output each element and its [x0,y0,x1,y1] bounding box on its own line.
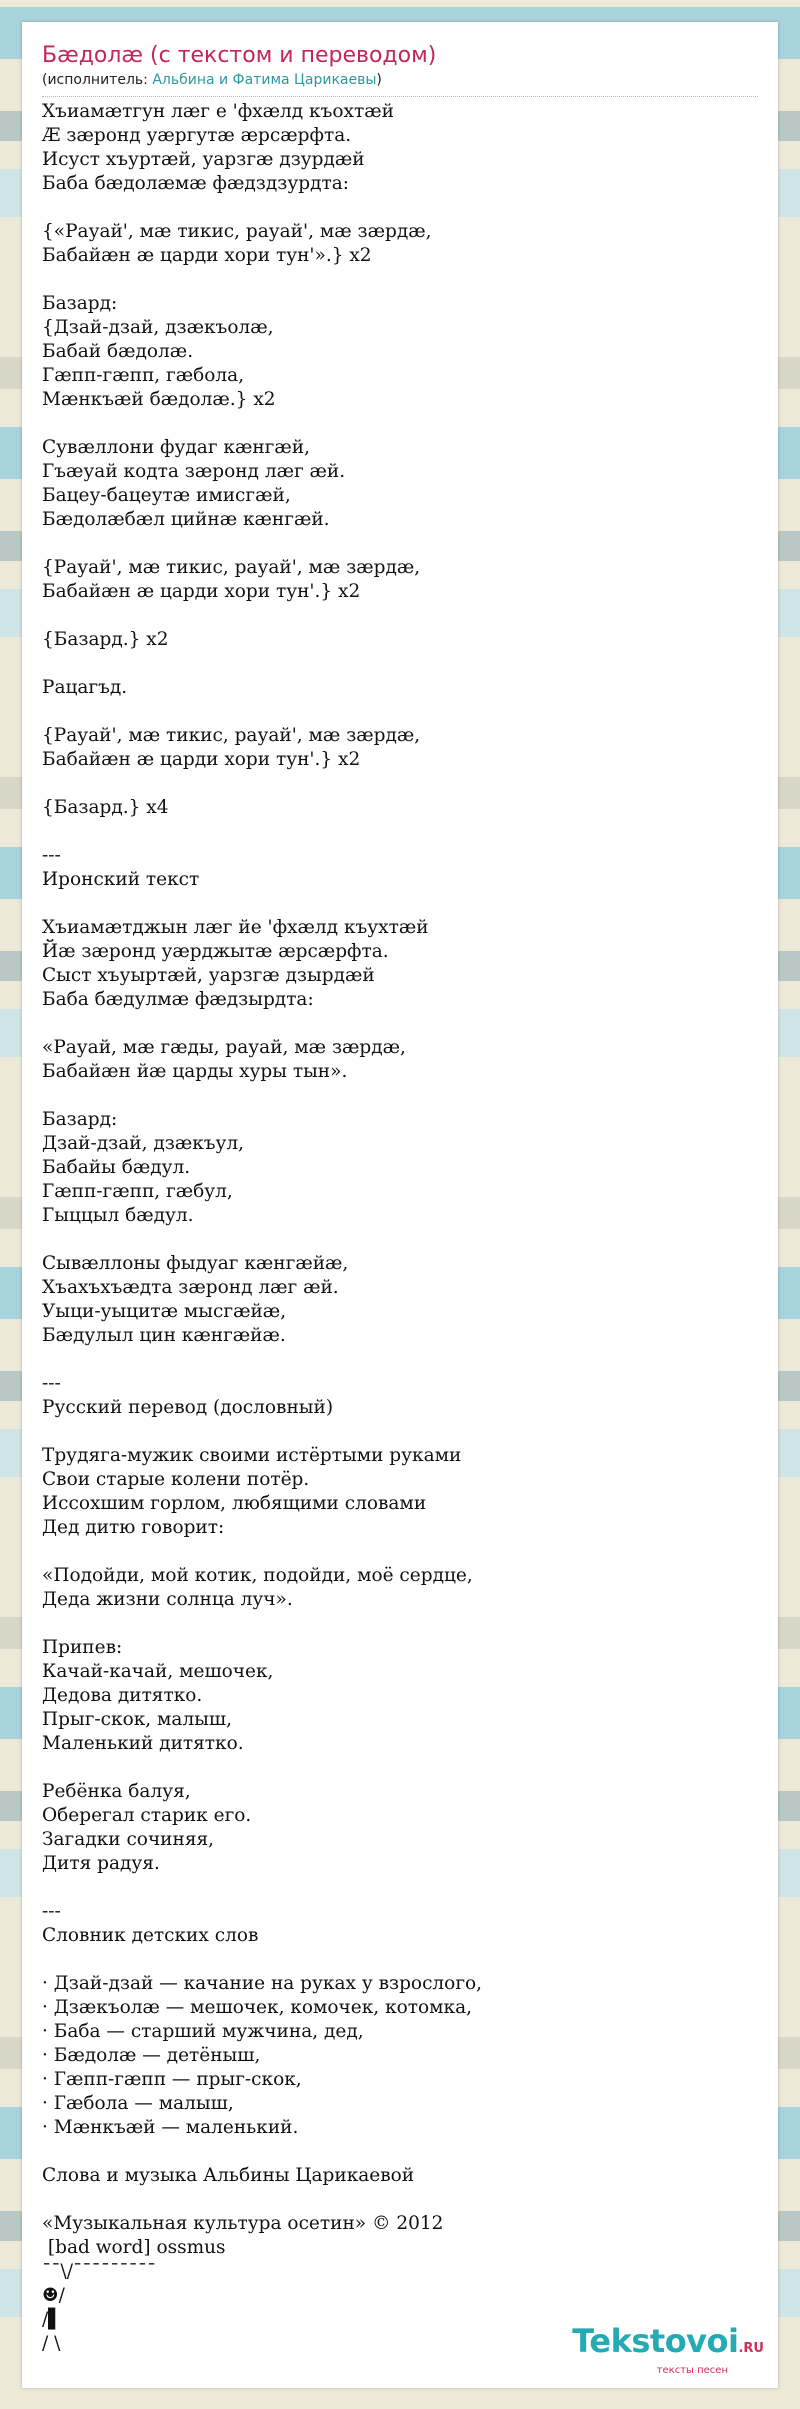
blank-line [42,1948,758,1972]
lyric-line: Дзай-дзай, дзæкъул, [42,1133,245,1154]
lyric-line: Исуст хъуртæй, уарзгæ дзурдæй [42,149,365,170]
lyric-line: --- [42,845,61,866]
blank-line [42,1228,758,1252]
lyric-line: {Рауай', мæ тикис, рауай', мæ зæрдæ, [42,557,421,578]
lyric-line: Баба бæдулмæ фæдзырдта: [42,989,314,1010]
lyrics-page [22,22,778,2388]
lyric-line: Бабайæн æ царди хори тун'».} x2 [42,245,372,266]
lyric-line: · Гæпп-гæпп — прыг-скок, [42,2069,302,2090]
lyric-line: Бабайæн æ царди хори тун'.} x2 [42,749,361,770]
lyric-line: Хъиамæтджын лæг йе 'фхæлд къухтæй [42,917,429,938]
lyric-line: Деда жизни солнца луч». [42,1589,293,1610]
lyric-line: · Баба — старший мужчина, дед, [42,2021,364,2042]
lyric-line: Бабайæн йæ царды хуры тын». [42,1061,348,1082]
lyric-line: {Базард.} x4 [42,797,169,818]
lyric-line: ¯¯\/¯¯¯¯¯¯¯¯¯ [42,2261,157,2282]
lyrics-text [42,100,758,2356]
lyric-line: /▌ [42,2309,63,2330]
lyric-line: Ребёнка балуя, [42,1781,191,1802]
song-title: Бæдолæ (с текстом и переводом) [42,43,437,68]
lyric-line: Иронский текст [42,869,200,890]
blank-line [42,604,758,628]
lyric-line: Базард: [42,1109,118,1130]
lyric-line: «Рауай, мæ гæды, рауай, мæ зæрдæ, [42,1037,406,1058]
lyric-line: Бацеу-бацеутæ имисгæй, [42,485,291,506]
lyric-line: Бæдулыл цин кæнгæйæ. [42,1325,286,1346]
blank-line [42,892,758,916]
lyric-line: Бæдолæбæл цийнæ кæнгæй. [42,509,330,530]
lyric-line: Трудяга-мужик своими истёртыми руками [42,1445,462,1466]
lyric-line: · Гæбола — малыш, [42,2093,234,2114]
blank-line [42,652,758,676]
lyric-line: Свои старые колени потёр. [42,1469,310,1490]
blank-line [42,2140,758,2164]
blank-line [42,268,758,292]
lyric-line: Рацагъд. [42,677,128,698]
blank-line [42,1420,758,1444]
lyric-line: Æ зæронд уæргутæ æрсæрфта. [42,125,352,146]
logo-wordmark [572,2324,764,2366]
artist-suffix: ) [376,72,382,88]
blank-line [42,1084,758,1108]
lyric-line: Бабай бæдолæ. [42,341,194,362]
lyric-line: Сывæллоны фыдуаг кæнгæйæ, [42,1253,349,1274]
lyric-line: Гыццыл бæдул. [42,1205,194,1226]
lyric-line: Мæнкъæй бæдолæ.} x2 [42,389,276,410]
lyric-line: · Бæдолæ — детёныш, [42,2045,261,2066]
blank-line [42,1540,758,1564]
lyric-line: Гъæуай кодта зæронд лæг æй. [42,461,346,482]
lyric-line: · Дзæкъолæ — мешочек, комочек, котомка, [42,1997,472,2018]
blank-line [42,1612,758,1636]
lyric-line: · Дзай-дзай — качание на руках у взрослого, [42,1973,483,1994]
lyric-line: Гæпп-гæпп, гæбола, [42,365,245,386]
lyric-line: Иссохшим горлом, любящими словами [42,1493,427,1514]
lyric-line: {«Рауай', мæ тикис, рауай', мæ зæрдæ, [42,221,432,242]
logo-name: Tekstovoi [572,2322,739,2360]
lyric-line: {Базард.} x2 [42,629,169,650]
lyric-line: {Дзай-дзай, дзæкъолæ, [42,317,274,338]
lyric-line: Бабайæн æ царди хори тун'.} x2 [42,581,361,602]
lyric-line: Прыг-скок, малыш, [42,1709,233,1730]
lyric-line: Бабайы бæдул. [42,1157,191,1178]
artist-line [42,70,758,90]
lyric-line: / \ [42,2333,61,2354]
song-header [42,42,758,97]
artist-link[interactable]: Альбина и Фатима Царикаевы [152,72,377,88]
lyric-line: Качай-качай, мешочек, [42,1661,274,1682]
lyric-line: Уыци-уыцитæ мысгæйæ, [42,1301,287,1322]
blank-line [42,1756,758,1780]
lyric-line: Дитя радуя. [42,1853,160,1874]
blank-line [42,532,758,556]
lyric-line: ☻/ [42,2285,65,2306]
lyric-line: «Музыкальная культура осетин» © 2012 [42,2213,444,2234]
blank-line [42,772,758,796]
lyric-line: Оберегал старик его. [42,1805,252,1826]
lyric-line: Хъахъхъæдта зæронд лæг æй. [42,1277,339,1298]
blank-line [42,1348,758,1372]
lyric-line: [bad word] ossmus [42,2237,226,2258]
lyric-line: Дедова дитятко. [42,1685,203,1706]
lyric-line: Йæ зæронд уæрджытæ æрсæрфта. [42,941,389,962]
lyric-line: Сыст хъуыртæй, уарзгæ дзырдæй [42,965,375,986]
lyric-line: Маленький дитятко. [42,1733,244,1754]
lyric-line: Слова и музыка Альбины Царикаевой [42,2165,415,2186]
lyric-line: Баба бæдолæмæ фæдздзурдта: [42,173,349,194]
logo-tld: .RU [738,2341,764,2356]
blank-line [42,1012,758,1036]
lyric-line: Дед дитю говорит: [42,1517,225,1538]
artist-prefix: (исполнитель: [42,72,153,88]
logo-tagline: тексты песен [656,2365,728,2376]
lyric-line: Русский перевод (дословный) [42,1397,334,1418]
blank-line [42,820,758,844]
blank-line [42,412,758,436]
blank-line [42,700,758,724]
lyric-line: Припев: [42,1637,123,1658]
lyric-line: --- [42,1901,61,1922]
blank-line [42,1876,758,1900]
lyric-line: Хъиамæтгун лæг е 'фхæлд къохтæй [42,101,394,122]
lyric-line: --- [42,1373,61,1394]
lyric-line: · Мæнкъæй — маленький. [42,2117,299,2138]
lyric-line: Загадки сочиняя, [42,1829,215,1850]
lyric-line: Базард: [42,293,118,314]
blank-line [42,2188,758,2212]
lyric-line: Гæпп-гæпп, гæбул, [42,1181,233,1202]
lyric-line: Сувæллони фудаг кæнгæй, [42,437,310,458]
lyric-line: «Подойди, мой котик, подойди, моё сердце, [42,1565,473,1586]
site-logo[interactable] [572,2324,764,2376]
lyric-line: {Рауай', мæ тикис, рауай', мæ зæрдæ, [42,725,421,746]
blank-line [42,196,758,220]
lyric-line: Словник детских слов [42,1925,259,1946]
